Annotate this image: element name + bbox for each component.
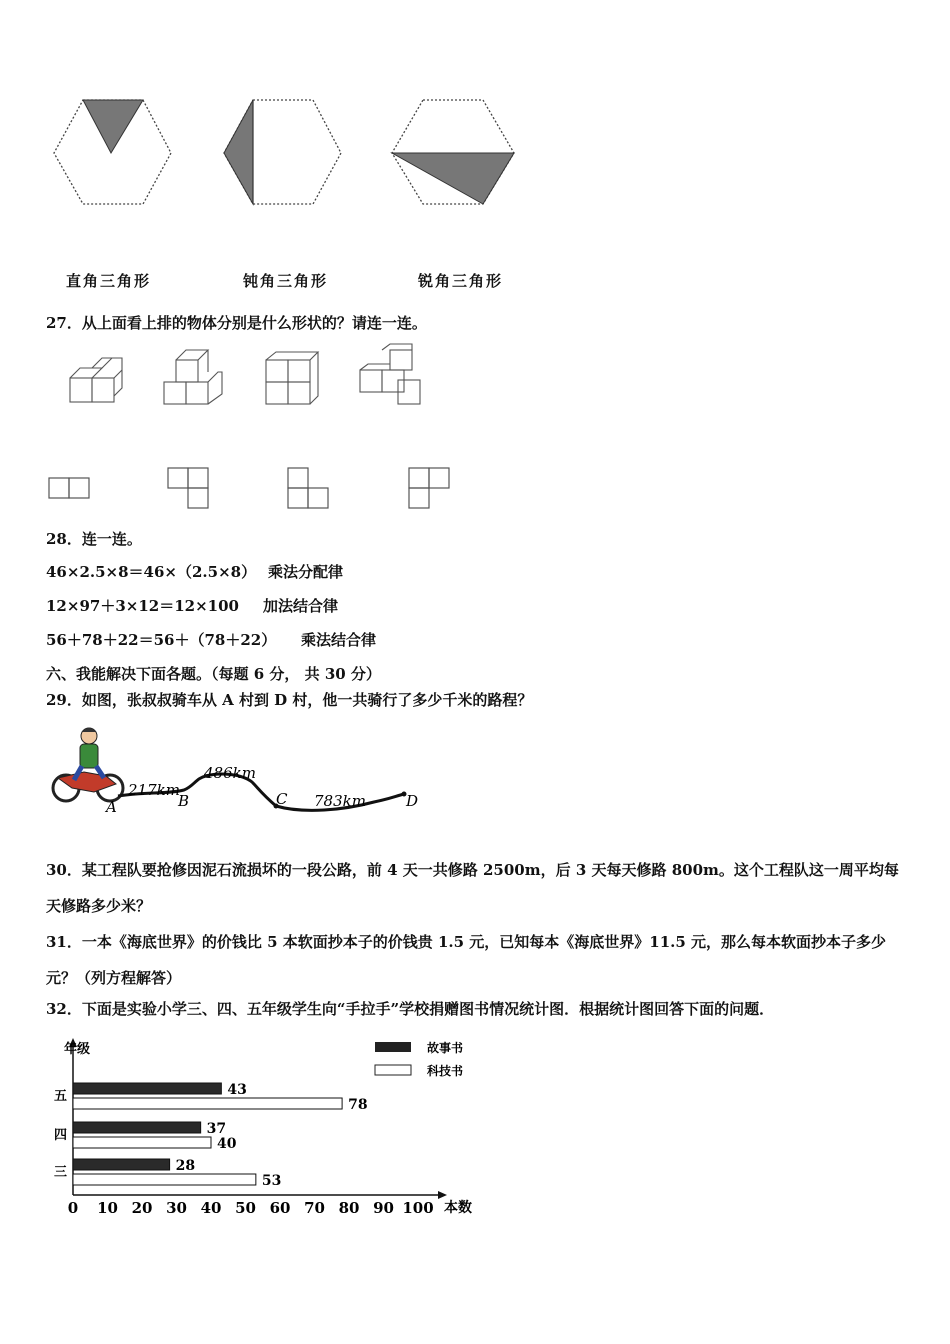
label-acute-triangle: 锐角三角形 <box>418 272 504 290</box>
top-view-figures <box>40 460 460 515</box>
cube-figures <box>60 340 440 420</box>
q28-left-2: 12×97＋3×12＝12×100 <box>46 597 239 615</box>
legend-swatch-story <box>375 1042 411 1052</box>
route-map <box>44 722 434 822</box>
q28-right-2: 加法结合律 <box>263 597 339 615</box>
question-31: 31．一本《海底世界》的价钱比 5 本软面抄本子的价钱贵 1.5 元，已知每本《海底世界》11.5 元，那么每本软面抄本子多少元？（列方程解答） <box>46 933 887 987</box>
legend-story: 故事书 <box>427 1041 464 1055</box>
bar-label-science-1: 40 <box>217 1136 237 1152</box>
x-tick-2: 20 <box>131 1199 153 1217</box>
x-axis-label: 本数 <box>444 1200 472 1216</box>
category-label-2: 三 <box>54 1165 68 1180</box>
bar-science-0 <box>73 1098 342 1109</box>
label-right-triangle: 直角三角形 <box>66 272 152 290</box>
x-tick-6: 60 <box>269 1199 291 1217</box>
bar-science-2 <box>73 1174 256 1185</box>
hexagon-right-angle <box>54 100 171 204</box>
x-tick-9: 90 <box>373 1199 394 1217</box>
bar-label-science-0: 78 <box>348 1097 368 1113</box>
y-axis-label: 年级 <box>64 1042 91 1057</box>
question-29: 29．如图，张叔叔骑车从 A 村到 D 村，他一共骑行了多少千米的路程？ <box>46 691 533 709</box>
hexagon-figures <box>40 90 540 220</box>
hexagon-acute <box>392 100 514 204</box>
cube-figure-4 <box>360 344 420 404</box>
x-axis-arrow <box>438 1191 447 1199</box>
cube-figure-3 <box>266 352 318 404</box>
legend-science: 科技书 <box>427 1064 464 1078</box>
question-30: 30．某工程队要抢修因泥石流损坏的一段公路，前 4 天一共修路 2500m，后 3 天每天修路 800m。这个工程队这一周平均每天修路多少米？ <box>46 861 899 915</box>
bar-story-2 <box>73 1159 170 1170</box>
legend-swatch-science <box>375 1065 411 1075</box>
x-tick-5: 50 <box>235 1199 256 1217</box>
bar-label-story-1: 37 <box>206 1121 227 1137</box>
top-view-3 <box>288 468 328 508</box>
distance-cd: 783km <box>314 792 366 810</box>
cube-figure-1 <box>70 358 122 402</box>
top-view-1 <box>49 478 89 498</box>
distance-bc: 486km <box>204 764 256 782</box>
bar-label-story-2: 28 <box>175 1158 196 1174</box>
q28-left-1: 46×2.5×8＝46×（2.5×8） <box>46 563 257 581</box>
bar-science-1 <box>73 1137 211 1148</box>
x-tick-1: 10 <box>97 1199 118 1217</box>
bar-story-1 <box>73 1122 201 1133</box>
bar-story-0 <box>73 1083 221 1094</box>
bar-chart <box>40 1035 510 1225</box>
q28-left-3: 56＋78＋22＝56＋（78＋22） <box>46 631 277 649</box>
question-32: 32．下面是实验小学三、四、五年级学生向“手拉手”学校捐赠图书情况统计图．根据统计图回答下面的问题． <box>46 1000 775 1018</box>
point-c: C <box>276 790 288 808</box>
x-tick-4: 40 <box>200 1199 222 1217</box>
x-tick-8: 80 <box>338 1199 360 1217</box>
q28-right-3: 乘法结合律 <box>301 631 377 649</box>
x-tick-10: 100 <box>402 1199 434 1217</box>
question-27: 27．从上面看上排的物体分别是什么形状的？请连一连。 <box>46 314 427 332</box>
point-b: B <box>178 792 190 810</box>
cyclist-icon <box>53 728 123 801</box>
category-label-1: 四 <box>54 1128 68 1143</box>
question-28: 28．连一连。 <box>46 530 142 548</box>
cube-figure-2 <box>164 350 222 404</box>
x-tick-7: 70 <box>304 1199 325 1217</box>
bar-label-story-0: 43 <box>227 1082 247 1098</box>
top-view-2 <box>168 468 208 508</box>
q28-right-1: 乘法分配律 <box>268 563 344 581</box>
x-tick-3: 30 <box>166 1199 187 1217</box>
category-label-0: 五 <box>54 1089 68 1104</box>
section-6-title: 六、我能解决下面各题。（每题 6 分， 共 30 分） <box>46 665 381 683</box>
label-obtuse-triangle: 钝角三角形 <box>243 272 329 290</box>
distance-ab: 217km <box>128 781 180 799</box>
bar-label-science-2: 53 <box>261 1173 282 1189</box>
point-d: D <box>406 792 419 810</box>
point-a: A <box>106 798 117 816</box>
x-tick-0: 0 <box>67 1199 79 1217</box>
top-view-4 <box>409 468 449 508</box>
hexagon-obtuse <box>224 100 341 204</box>
